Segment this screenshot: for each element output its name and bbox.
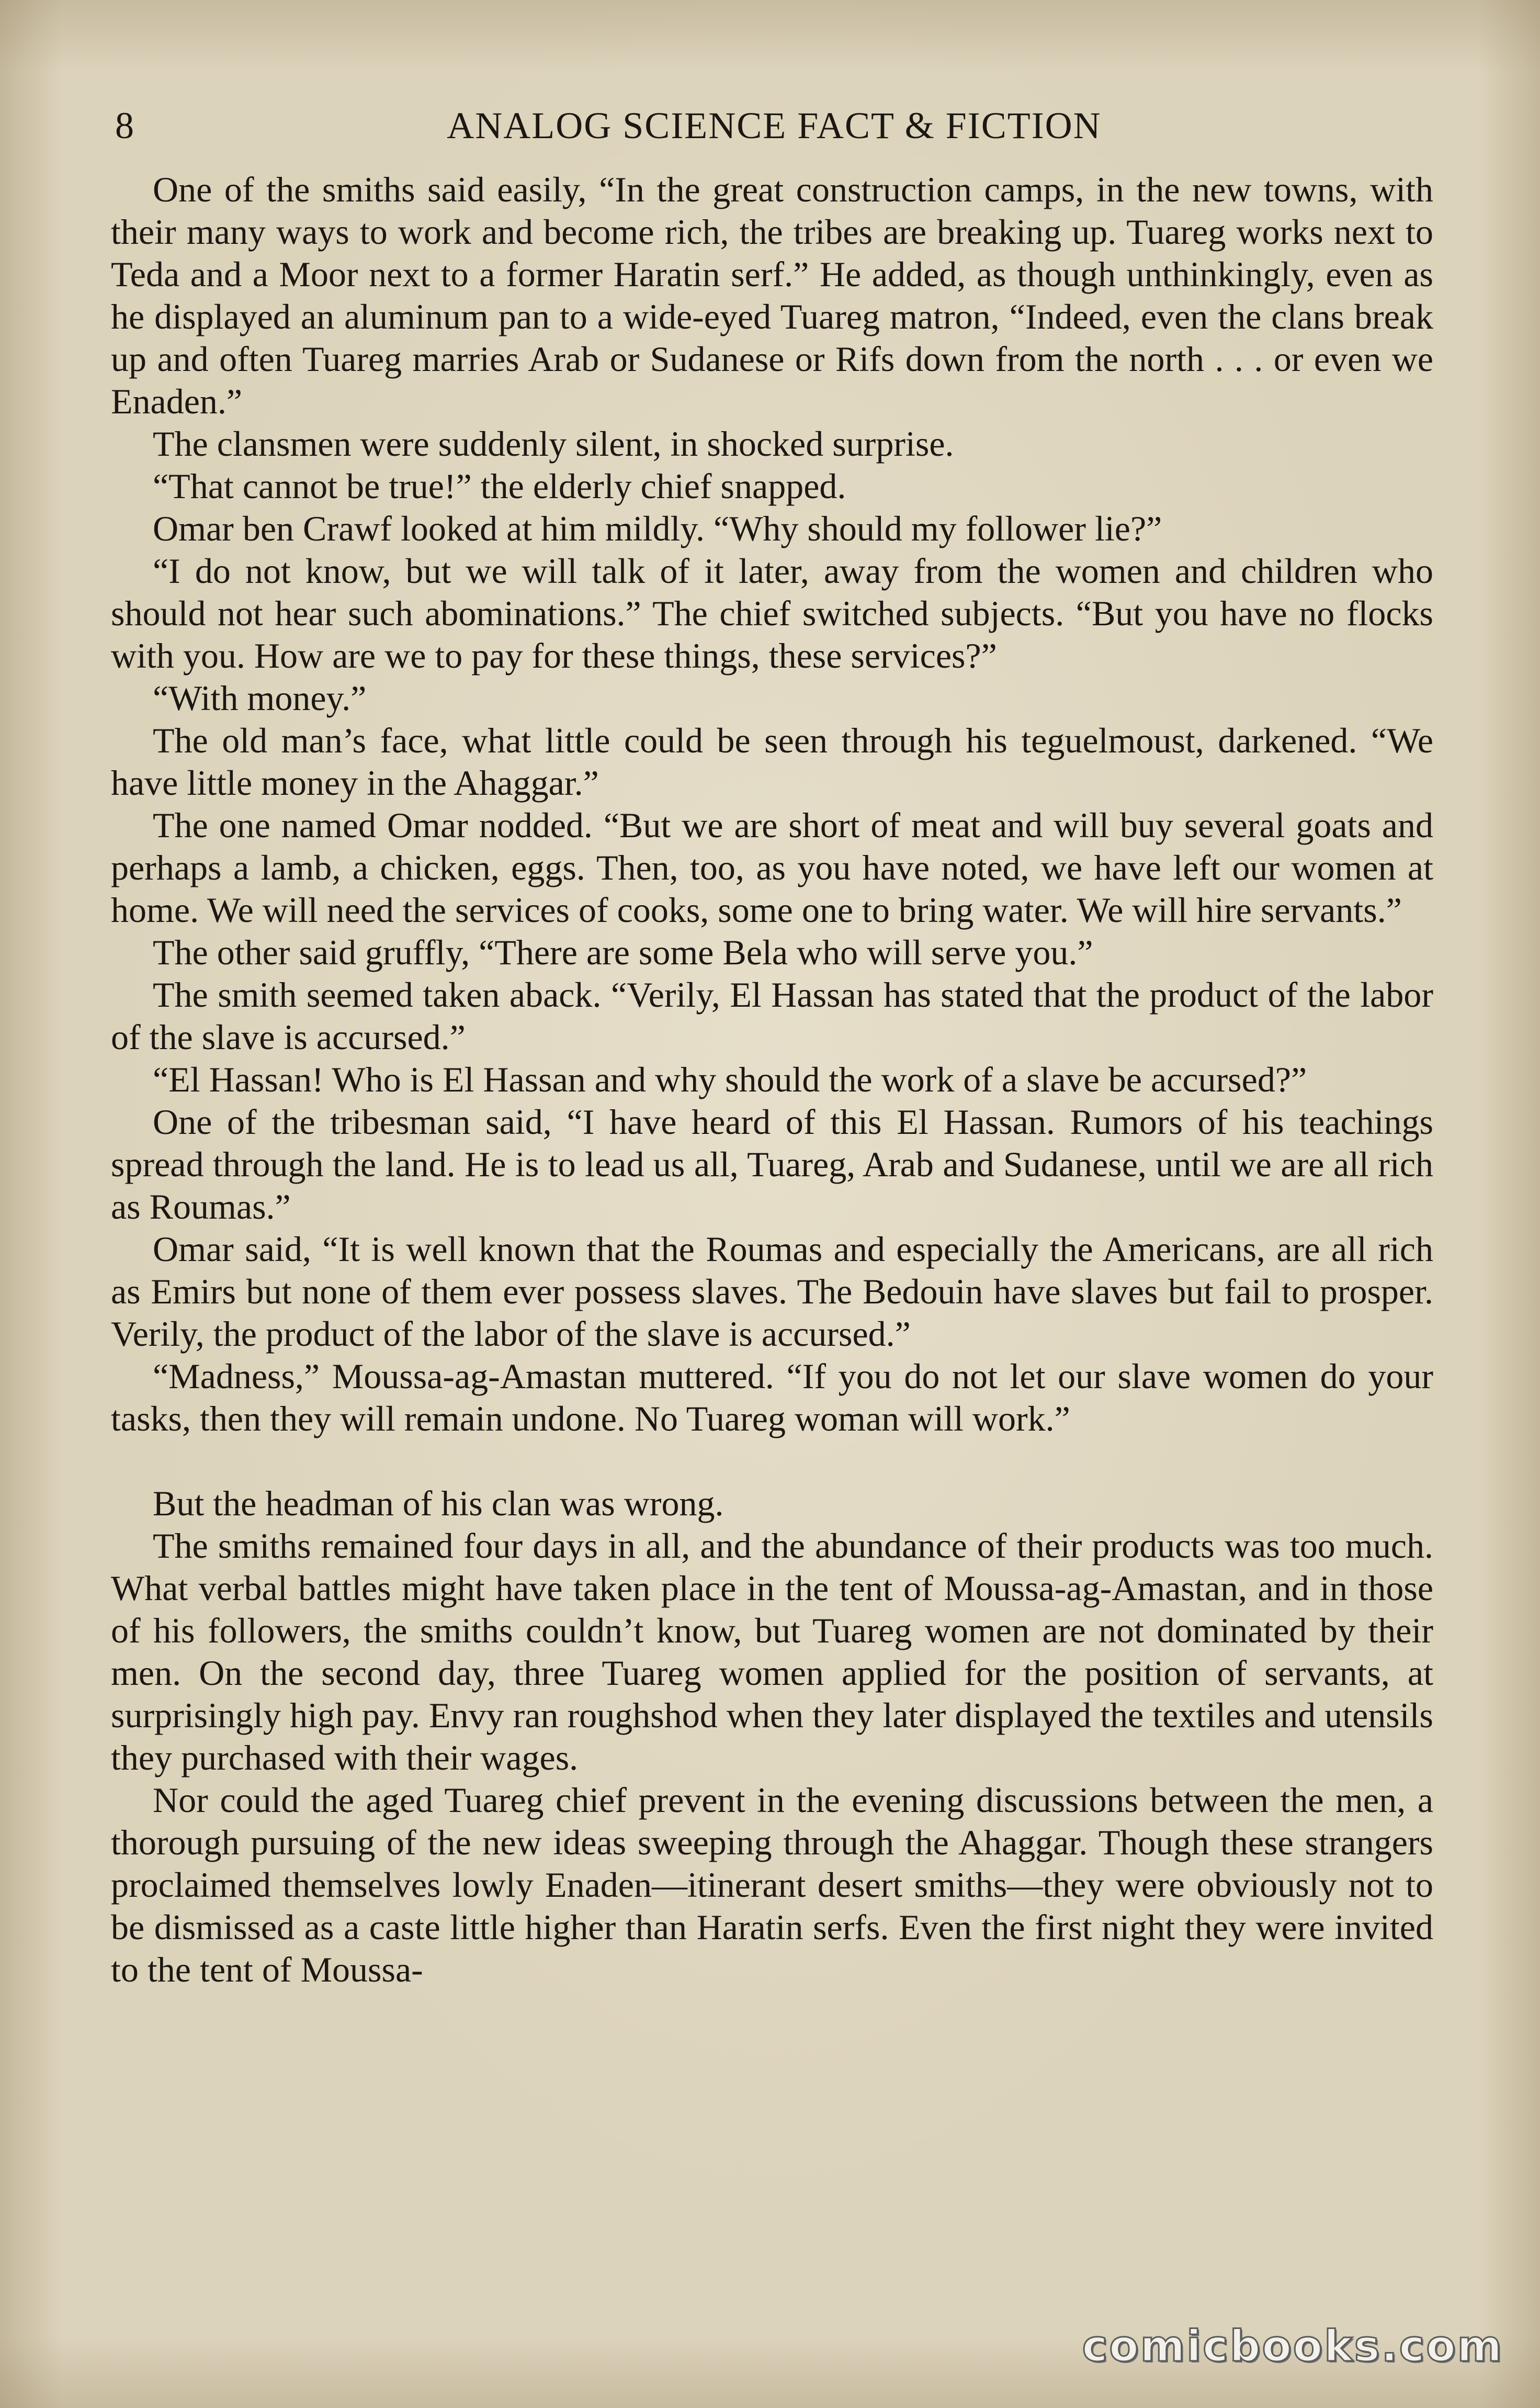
paragraph: The one named Omar nodded. “But we are short of meat and will buy several goats and perhaps a lamb, a chicken, eggs. Then, too, as you have noted, we have left our women at home. We will need the services of cooks, some one to bring water. We will hire servants.” [111, 805, 1433, 930]
page-number: 8 [115, 105, 134, 147]
paragraph: The smiths remained four days in all, and the abundance of their products was too much. What verbal battles might have taken place in the tent of Moussa-ag-Amastan, and in those of his followers, the smiths couldn’t know, but Tuareg women are not dominated by their men. On the second day, three Tuareg women applied for the position of servants, at surprisingly high pay. Envy ran roughshod when they later displayed the textiles and utensils they purchased with their wages. [111, 1526, 1433, 1777]
paragraph: “El Hassan! Who is El Hassan and why should the work of a slave be accursed?” [153, 1060, 1307, 1099]
paragraph: Omar said, “It is well known that the Roumas and especially the Americans, are all rich as Emirs but none of them ever possess slaves. The Bedouin have slaves but fail to prosper. Verily, the product of the labor of the slave is accursed.” [111, 1229, 1433, 1354]
body-text [111, 168, 1433, 1991]
paragraph: But the headman of his clan was wrong. [153, 1483, 724, 1523]
paragraph: “Madness,” Moussa-ag-Amastan muttered. “If you do not let our slave women do your tasks, then they will remain undone. No Tuareg woman will work.” [111, 1356, 1433, 1438]
paragraph: “That cannot be true!” the elderly chief snapped. [153, 466, 846, 506]
watermark: comicbooks.com [1082, 2322, 1503, 2371]
paragraph: Nor could the aged Tuareg chief prevent in the evening discussions between the men, a thorough pursuing of the new ideas sweeping through the Ahaggar. Though these strangers proclaimed themselves lowly Enaden—itinerant desert smiths—they were obviously not to be dismissed as a caste little higher than Haratin serfs. Even the first night they were invited to the tent of Moussa- [111, 1780, 1433, 1989]
paragraph: The smith seemed taken aback. “Verily, El Hassan has stated that the product of the labor of the slave is accursed.” [111, 975, 1433, 1057]
running-head [110, 99, 1439, 152]
paragraph: The clansmen were suddenly silent, in shocked surprise. [153, 424, 954, 464]
paragraph: The old man’s face, what little could be seen through his teguelmoust, darkened. “We have little money in the Ahaggar.” [111, 721, 1433, 803]
paragraph: Omar ben Crawf looked at him mildly. “Why should my follower lie?” [153, 509, 1162, 548]
paragraph: “With money.” [153, 678, 367, 718]
paragraph: One of the tribesman said, “I have heard of this El Hassan. Rumors of his teachings spread through the land. He is to lead us all, Tuareg, Arab and Sudanese, until we are all rich as Roumas.” [111, 1102, 1433, 1226]
paragraph: The other said gruffly, “There are some Bela who will serve you.” [153, 932, 1093, 972]
paragraph: “I do not know, but we will talk of it later, away from the women and children who should not hear such abominations.” The chief switched subjects. “But you have no flocks with you. How are we to pay for these things, these services?” [111, 551, 1433, 676]
journal-title: ANALOG SCIENCE FACT & FICTION [447, 105, 1102, 147]
paragraph: One of the smiths said easily, “In the great construction camps, in the new towns, with their many ways to work and become rich, the tribes are breaking up. Tuareg works next to Teda and a Moor next to a former Haratin serf.” He added, as though unthinkingly, even as he displayed an aluminum pan to a wide-eyed Tuareg matron, “Indeed, even the clans break up and often Tuareg marries Arab or Sudanese or Rifs down from the north . . . or even we Enaden.” [111, 170, 1433, 421]
